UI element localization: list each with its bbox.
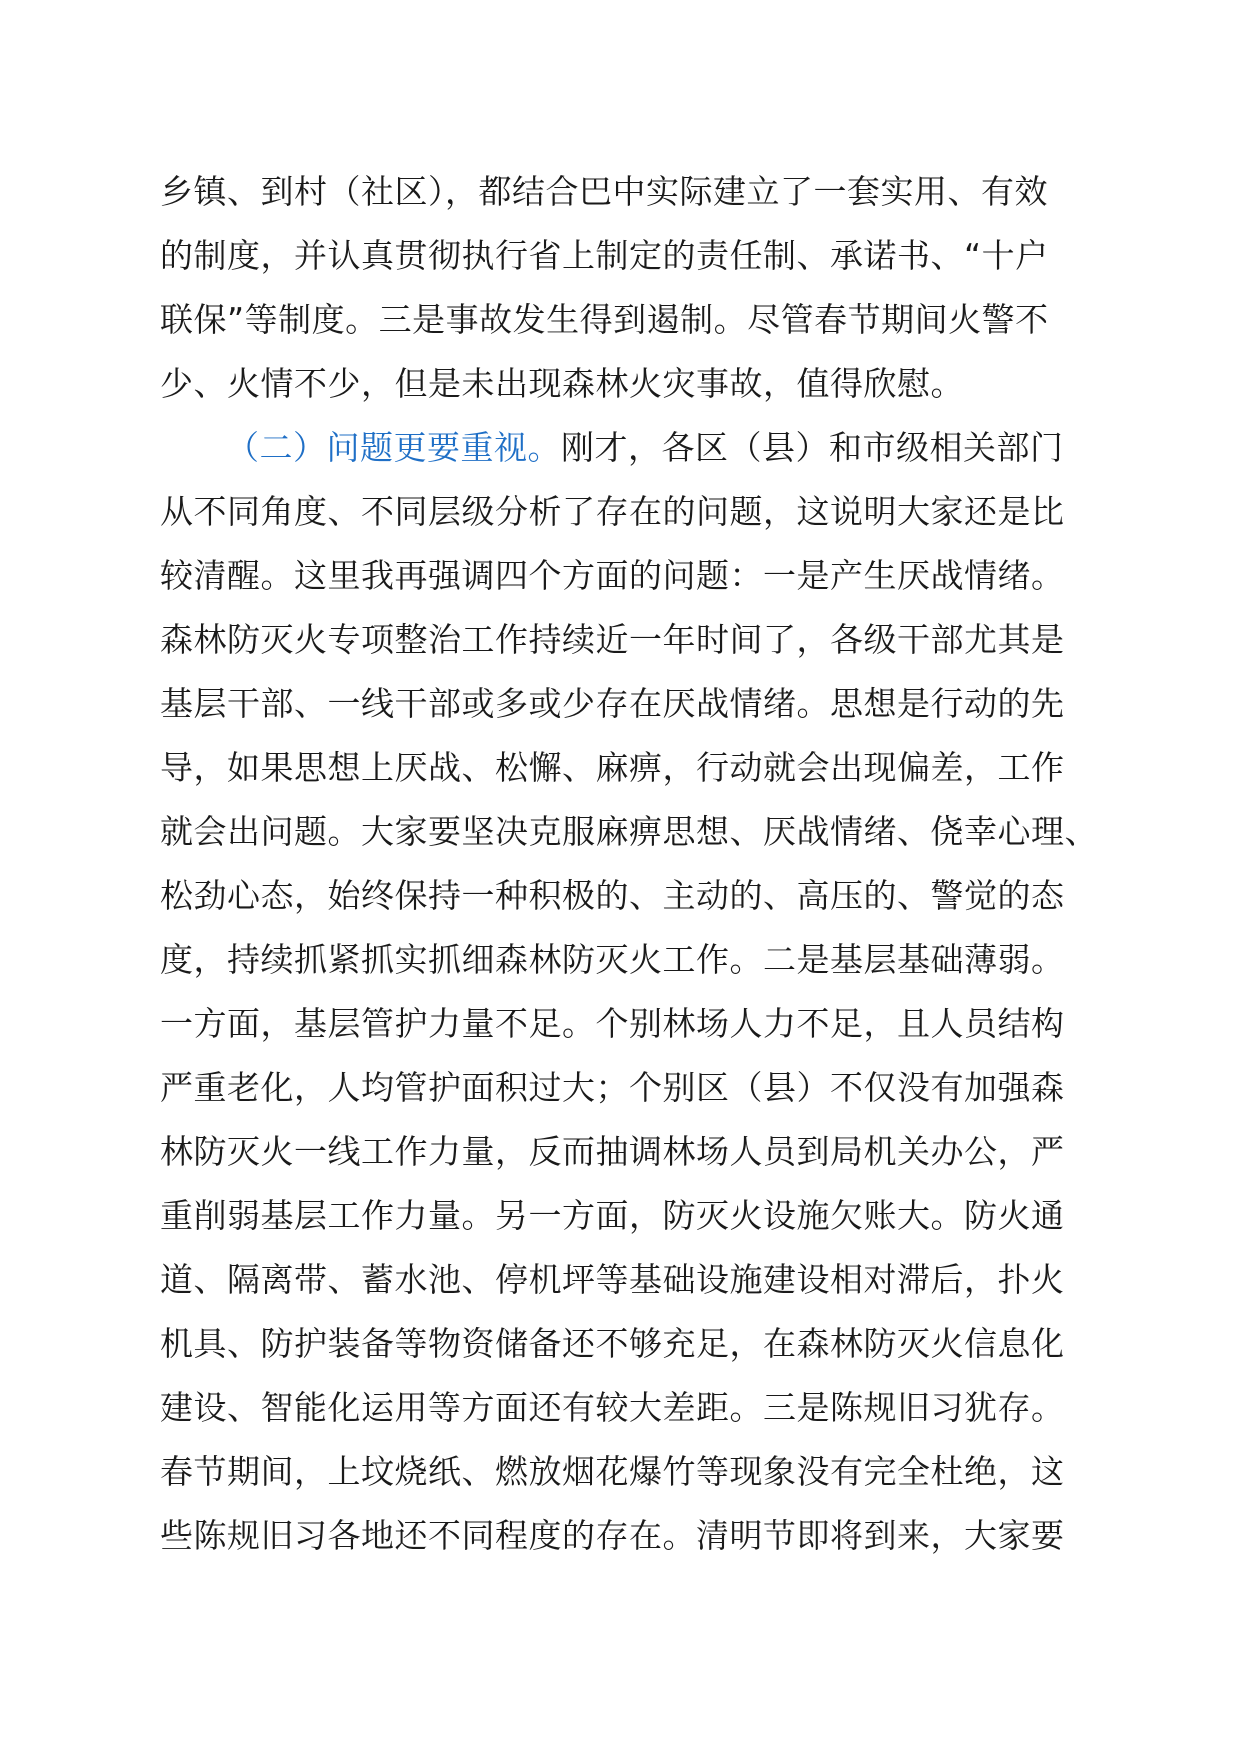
text-line [226,416,1064,480]
text-line: 的制度，并认真贯彻执行省上制定的责任制、承诺书、“十户 [160,236,1049,275]
text-line: 道、隔离带、蓄水池、停机坪等基础设施建设相对滞后，扑火 [160,1260,1065,1299]
text-line: 基层干部、一线干部或多或少存在厌战情绪。思想是行动的先 [160,684,1065,723]
text-line: 建设、智能化运用等方面还有较大差距。三是陈规旧习犹存。 [160,1388,1065,1427]
text-line: 春节期间，上坟烧纸、燃放烟花爆竹等现象没有完全杜绝，这 [160,1452,1065,1491]
text-line: 一方面，基层管护力量不足。个别林场人力不足，且人员结构 [160,1004,1065,1043]
text-line: 联保”等制度。三是事故发生得到遏制。尽管春节期间火警不 [160,300,1049,339]
text-line: 较清醒。这里我再强调四个方面的问题：一是产生厌战情绪。 [160,556,1065,595]
text-line: 从不同角度、不同层级分析了存在的问题，这说明大家还是比 [160,492,1065,531]
text-line: 林防灭火一线工作力量，反而抽调林场人员到局机关办公，严 [160,1132,1065,1171]
text-line: 少、火情不少，但是未出现森林火灾事故，值得欣慰。 [160,364,964,403]
text-line: 森林防灭火专项整治工作持续近一年时间了，各级干部尤其是 [160,620,1065,659]
text-line: 乡镇、到村（社区），都结合巴中实际建立了一套实用、有效 [160,172,1048,211]
text-line: 重削弱基层工作力量。另一方面，防灭火设施欠账大。防火通 [160,1196,1065,1235]
text-line: 导，如果思想上厌战、松懈、麻痹，行动就会出现偏差，工作 [160,748,1065,787]
text-line: 松劲心态，始终保持一种积极的、主动的、高压的、警觉的态 [160,876,1065,915]
text-line: 度，持续抓紧抓实抓细森林防灭火工作。二是基层基础薄弱。 [160,940,1065,979]
text-line: 些陈规旧习各地还不同程度的存在。清明节即将到来，大家要 [160,1516,1065,1555]
text-line: 严重老化，人均管护面积过大；个别区（县）不仅没有加强森 [160,1068,1065,1107]
section-heading: （二）问题更要重视。 [226,428,561,467]
heading-line-rest: 刚才，各区（县）和市级相关部门 [561,428,1064,467]
text-line: 机具、防护装备等物资储备还不够充足，在森林防灭火信息化 [160,1324,1065,1363]
text-line: 就会出问题。大家要坚决克服麻痹思想、厌战情绪、侥幸心理、 [160,812,1098,851]
